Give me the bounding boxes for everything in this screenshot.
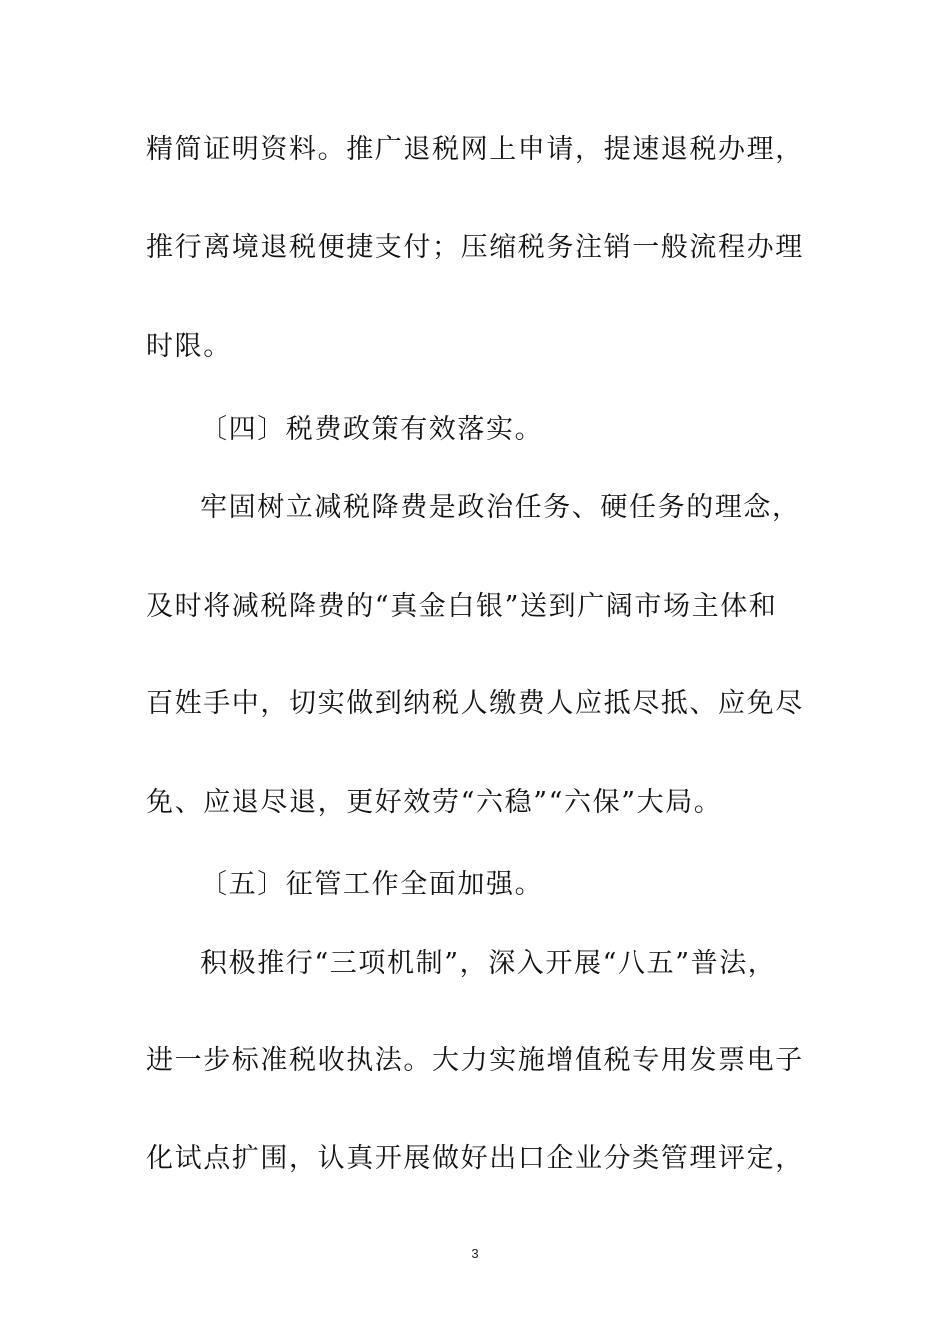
text-line: 精简证明资料。推广退税网上申请，提速退税办理， [146,134,804,165]
text-line: 牢固树立减税降费是政治任务、硬任务的理念， [200,492,801,523]
text-line: 及时将减税降费的“真金白银”送到广阔市场主体和 [146,591,778,622]
page-number: 3 [471,1246,479,1261]
text-line: 积极推行“三项机制”，深入开展“八五”普法， [200,948,777,979]
text-line: 时限。 [146,331,232,362]
section-heading: 〔四〕税费政策有效落实。 [200,414,544,445]
text-line: 免、应退尽退，更好效劳“六稳”“六保”大局。 [146,787,723,818]
text-line: 推行离境退税便捷支付；压缩税务注销一般流程办理 [146,232,804,263]
text-line: 百姓手中，切实做到纳税人缴费人应抵尽抵、应免尽 [146,688,804,719]
section-heading: 〔五〕征管工作全面加强。 [200,869,544,900]
text-line: 进一步标准税收执法。大力实施增值税专用发票电子 [146,1045,804,1076]
text-line: 化试点扩围，认真开展做好出口企业分类管理评定， [146,1143,804,1174]
